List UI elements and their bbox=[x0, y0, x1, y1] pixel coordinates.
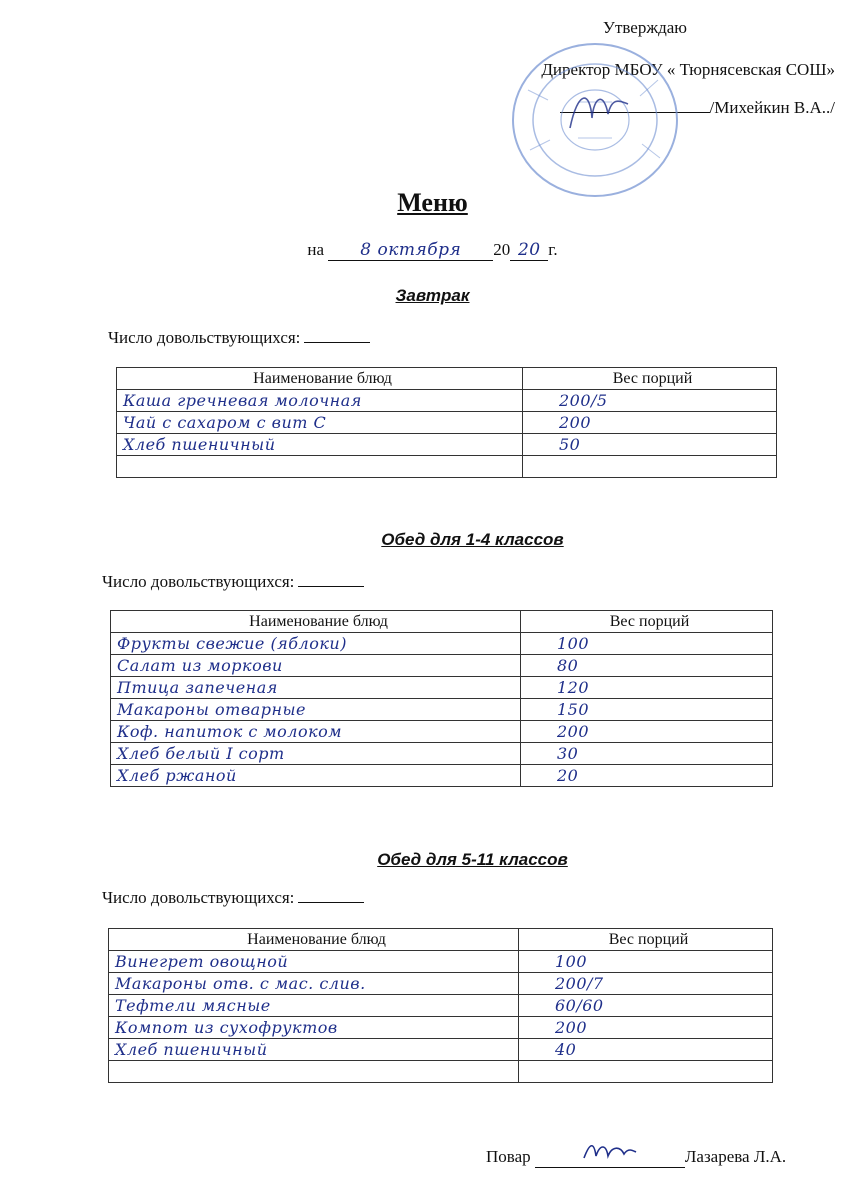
dish-name: Тефтели мясные bbox=[109, 995, 519, 1017]
table-row bbox=[111, 765, 773, 787]
cook-signature bbox=[535, 1140, 685, 1168]
dish-weight: 100 bbox=[521, 633, 773, 655]
dish-weight: 50 bbox=[523, 434, 777, 456]
table-row bbox=[109, 1061, 773, 1083]
dish-weight bbox=[519, 1061, 773, 1083]
col-dish-name: Наименование блюд bbox=[117, 368, 523, 390]
table-row bbox=[117, 412, 777, 434]
lunch-1-4-title: Обед для 1-4 классов bbox=[381, 530, 564, 549]
col-dish-name: Наименование блюд bbox=[109, 929, 519, 951]
dish-weight: 120 bbox=[521, 677, 773, 699]
breakfast-count: Число довольствующихся: bbox=[108, 328, 370, 348]
dish-name: Каша гречневая молочная bbox=[117, 390, 523, 412]
cook-signature-line: Повар Лазарева Л.А. bbox=[486, 1140, 786, 1168]
dish-name: Компот из сухофруктов bbox=[109, 1017, 519, 1039]
lunch-1-4-count: Число довольствующихся: bbox=[102, 572, 364, 592]
dish-name: Макароны отварные bbox=[111, 699, 521, 721]
dish-name: Хлеб пшеничный bbox=[117, 434, 523, 456]
dish-weight: 200/7 bbox=[519, 973, 773, 995]
table-row bbox=[111, 633, 773, 655]
dish-name: Макароны отв. с мас. слив. bbox=[109, 973, 519, 995]
dish-weight: 200/5 bbox=[523, 390, 777, 412]
table-row bbox=[111, 677, 773, 699]
table-row bbox=[109, 973, 773, 995]
table-row bbox=[111, 721, 773, 743]
table-row bbox=[109, 951, 773, 973]
page-title: Меню bbox=[397, 188, 468, 217]
dish-weight bbox=[523, 456, 777, 478]
dish-name: Чай с сахаром с вит С bbox=[117, 412, 523, 434]
col-dish-name: Наименование блюд bbox=[111, 611, 521, 633]
table-row bbox=[109, 995, 773, 1017]
dish-name: Хлеб белый I сорт bbox=[111, 743, 521, 765]
lunch-5-11-title: Обед для 5-11 классов bbox=[377, 850, 568, 869]
col-portion-weight: Вес порций bbox=[519, 929, 773, 951]
official-stamp-icon bbox=[508, 40, 683, 200]
dish-name: Птица запеченая bbox=[111, 677, 521, 699]
dish-weight: 200 bbox=[519, 1017, 773, 1039]
table-row bbox=[117, 434, 777, 456]
dish-weight: 60/60 bbox=[519, 995, 773, 1017]
dish-name: Салат из моркови bbox=[111, 655, 521, 677]
dish-weight: 100 bbox=[519, 951, 773, 973]
dish-name: Фрукты свежие (яблоки) bbox=[111, 633, 521, 655]
director-line: Директор МБОУ « Тюрнясевская СОШ» bbox=[541, 60, 835, 79]
table-row bbox=[117, 456, 777, 478]
dish-weight: 200 bbox=[521, 721, 773, 743]
table-row bbox=[111, 655, 773, 677]
dish-weight: 40 bbox=[519, 1039, 773, 1061]
approve-label: Утверждаю bbox=[602, 18, 687, 37]
table-row bbox=[109, 1017, 773, 1039]
dish-name: Винегрет овощной bbox=[109, 951, 519, 973]
col-portion-weight: Вес порций bbox=[521, 611, 773, 633]
breakfast-table bbox=[116, 367, 777, 478]
director-signature-line: /Михейкин В.А../ bbox=[560, 98, 835, 118]
dish-name: Коф. напиток с молоком bbox=[111, 721, 521, 743]
dish-name bbox=[109, 1061, 519, 1083]
lunch-1-4-table bbox=[110, 610, 773, 787]
dish-name: Хлеб ржаной bbox=[111, 765, 521, 787]
lunch-5-11-table bbox=[108, 928, 773, 1083]
dish-weight: 30 bbox=[521, 743, 773, 765]
handwritten-signature-icon bbox=[580, 1140, 640, 1162]
dish-name: Хлеб пшеничный bbox=[109, 1039, 519, 1061]
dish-weight: 80 bbox=[521, 655, 773, 677]
table-row bbox=[111, 743, 773, 765]
table-row bbox=[111, 699, 773, 721]
table-row bbox=[109, 1039, 773, 1061]
table-row bbox=[117, 390, 777, 412]
dish-weight: 20 bbox=[521, 765, 773, 787]
col-portion-weight: Вес порций bbox=[523, 368, 777, 390]
dish-name bbox=[117, 456, 523, 478]
breakfast-title: Завтрак bbox=[395, 286, 470, 305]
dish-weight: 200 bbox=[523, 412, 777, 434]
date-line: на 8 октября 20 20 г. bbox=[307, 240, 558, 260]
lunch-5-11-count: Число довольствующихся: bbox=[102, 888, 364, 908]
dish-weight: 150 bbox=[521, 699, 773, 721]
